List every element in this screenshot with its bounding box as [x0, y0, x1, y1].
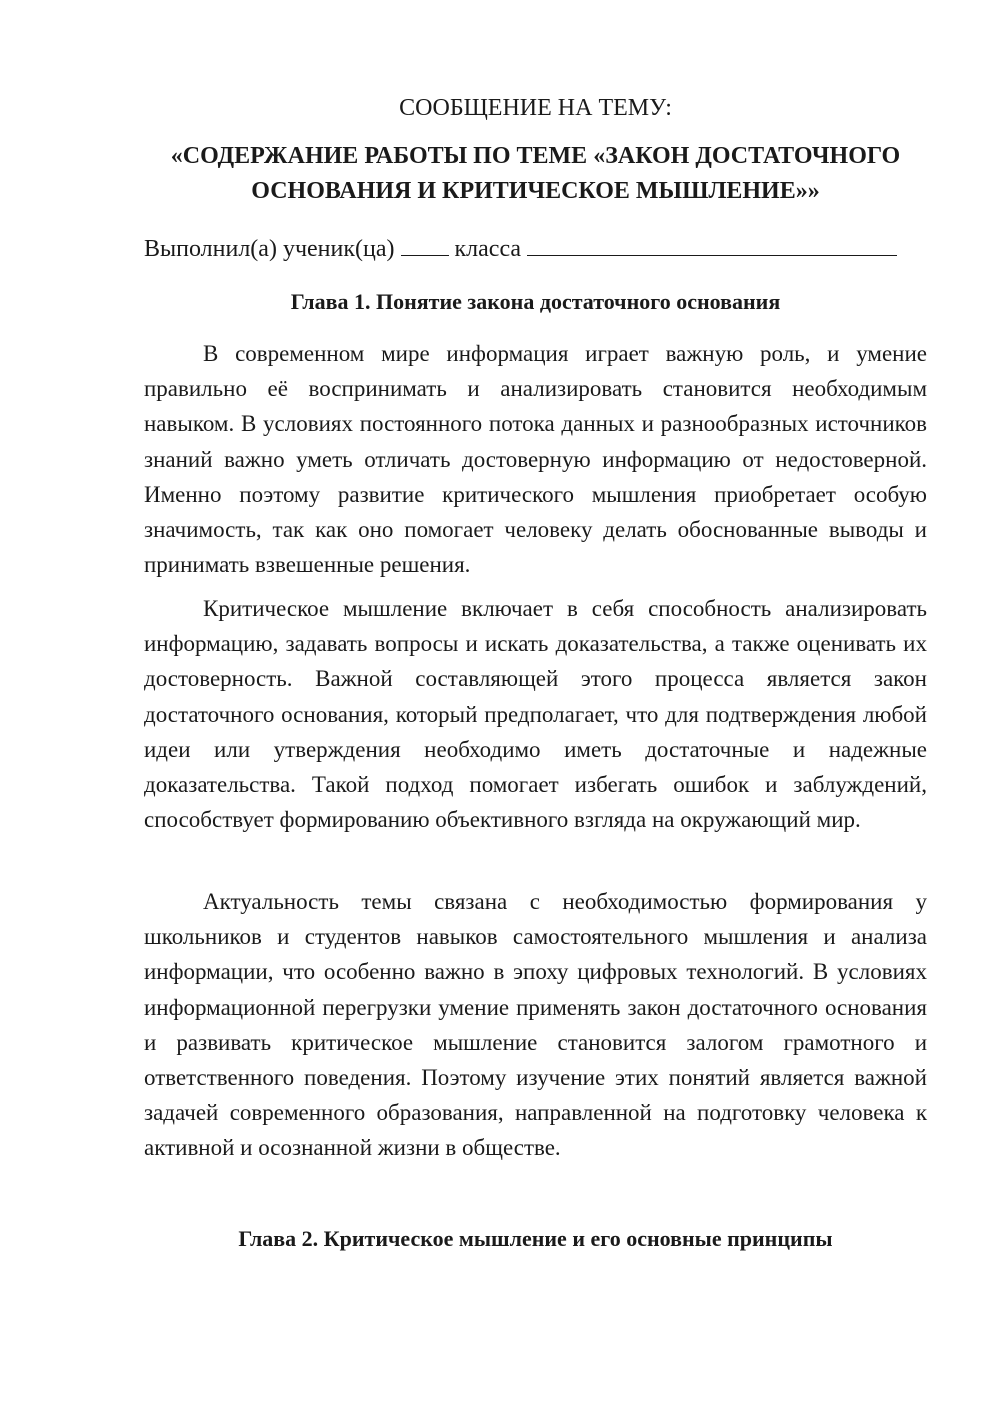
- name-blank-field: [527, 233, 897, 256]
- chapter-2-heading: Глава 2. Критическое мышление и его основные принципы: [238, 1226, 833, 1251]
- author-line: [144, 233, 927, 264]
- chapter-1-paragraph-2: Критическое мышление включает в себя способность анализировать информацию, задавать вопросы и искать доказательства, а также оценивать их достоверность. Важной составляющей этого процесса является закон достаточного основания, который предполагает, что для подтверждения любой идеи или утверждения необходимо иметь достаточные и надежные доказательства. Такой подход помогает избегать ошибок и заблуждений, способствует формированию объективного взгляда на окружающий мир.: [144, 596, 927, 833]
- class-blank-field: [401, 233, 449, 256]
- chapter-1-paragraph-1: В современном мире информация играет важную роль, и умение правильно её воспринимать и анализировать становится необходимым навыком. В условиях постоянного потока данных и разнообразных источников знаний важно уметь отличать достоверную информацию от недостоверной. Именно поэтому развитие критического мышления приобретает особую значимость, так как оно помогает человеку делать обоснованные выводы и принимать взвешенные решения.: [144, 341, 927, 578]
- author-prefix: Выполнил(а) ученик(ца): [144, 236, 395, 262]
- author-class-label: класса: [454, 236, 522, 262]
- chapter-1-paragraph-3: Актуальность темы связана с необходимостью формирования у школьников и студентов навыков самостоятельного мышления и анализа информации, что особенно важно в эпоху цифровых технологий. В условиях информационной перегрузки умение применять закон достаточного основания и развивать критическое мышление становится залогом грамотного и ответственного поведения. Поэтому изучение этих понятий является важной задачей современного образования, направленной на подготовку человека к активной и осознанной жизни в обществе.: [144, 889, 927, 1161]
- chapter-1-heading: Глава 1. Понятие закона достаточного основания: [290, 289, 781, 314]
- document-title-intro: СООБЩЕНИЕ НА ТЕМУ:: [399, 95, 672, 121]
- document-title-line-1: «СОДЕРЖАНИЕ РАБОТЫ ПО ТЕМЕ «ЗАКОН ДОСТАТОЧНОГО: [170, 143, 901, 169]
- document-title-line-2: ОСНОВАНИЯ И КРИТИЧЕСКОЕ МЫШЛЕНИЕ»»: [251, 178, 820, 204]
